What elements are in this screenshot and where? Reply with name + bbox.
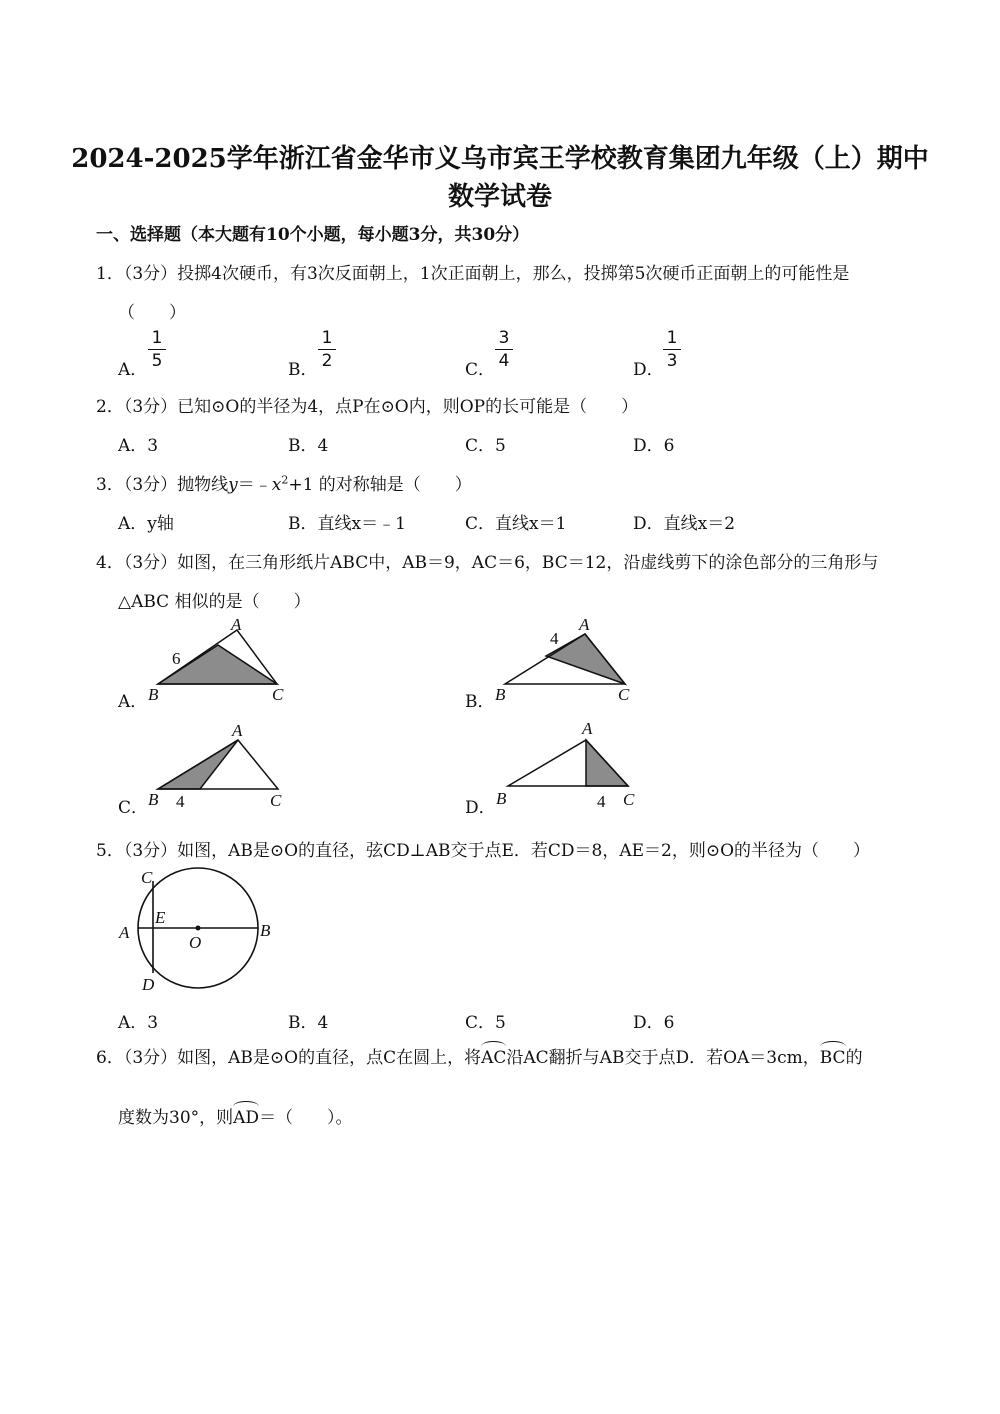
point-c: C [270, 791, 282, 810]
question-5-option-b: B．4 [288, 1013, 329, 1033]
length-mark: 4 [176, 792, 185, 811]
label-o: O [189, 933, 202, 952]
question-6-line2-prefix: 度数为30°，则 [118, 1108, 234, 1128]
point-b: B [148, 790, 159, 809]
question-6-suffix: 的 [845, 1048, 863, 1068]
denominator: 4 [498, 351, 510, 371]
question-1-text: 1．（3分）投掷4次硬币，有3次反面朝上，1次正面朝上，那么，投掷第5次硬币正面朝上的可能性是 [96, 264, 850, 284]
denominator: 5 [151, 351, 163, 371]
option-b-label: B． [288, 360, 318, 380]
question-3-option-c: C．直线x＝1 [465, 514, 567, 534]
formula-exponent: 2 [281, 473, 289, 487]
option-a-fraction [148, 328, 166, 371]
section-heading: 一、选择题（本大题有10个小题，每小题3分，共30分） [96, 225, 530, 245]
formula-y: y [228, 475, 238, 495]
page-subtitle: 数学试卷 [447, 182, 552, 212]
arc-ac: AC [481, 1048, 507, 1068]
question-6-middle: 沿AC翻折与AB交于点D．若OA＝3cm， [506, 1048, 820, 1068]
length-mark: 4 [597, 792, 606, 811]
question-5-figure [110, 860, 280, 995]
denominator: 3 [666, 351, 678, 371]
question-2-option-c: C．5 [465, 436, 506, 456]
question-3-option-d: D．直线x＝2 [633, 514, 736, 534]
question-6-text [96, 1043, 863, 1068]
question-2-option-b: B．4 [288, 436, 329, 456]
center-dot [196, 926, 201, 931]
question-4-option-c-label: C． [118, 798, 149, 818]
arc-ad: AD [233, 1108, 260, 1128]
question-3-option-b: B．直线x＝﹣1 [288, 514, 406, 534]
option-c-fraction [495, 328, 513, 371]
label-e: E [155, 908, 166, 927]
question-4-option-a-label: A． [118, 692, 148, 712]
question-3-prefix: 3．（3分）抛物线 [96, 475, 229, 495]
label-d: D [142, 975, 155, 994]
point-c: C [623, 790, 635, 809]
question-4-figure-d [490, 718, 650, 813]
question-4-option-b-label: B． [465, 692, 495, 712]
point-c: C [618, 685, 630, 704]
question-5-option-c: C．5 [465, 1013, 506, 1033]
question-4-figure-a [140, 612, 300, 707]
question-3-option-a: A．y轴 [118, 514, 174, 534]
question-2-option-d: D．6 [633, 436, 675, 456]
question-4-option-d-label: D． [465, 798, 496, 818]
label-a: A [119, 923, 130, 942]
point-a: A [579, 615, 590, 634]
formula-mid: ＝﹣ [237, 475, 272, 495]
question-4-text: 4．（3分）如图，在三角形纸片ABC中，AB＝9，AC＝6，BC＝12，沿虚线剪下的涂色部分的三角形与 [96, 553, 879, 573]
question-5-option-a: A．3 [118, 1013, 159, 1033]
point-b: B [148, 685, 159, 704]
formula-x: x [271, 475, 282, 495]
option-d-fraction [663, 328, 681, 371]
point-a: A [582, 719, 593, 738]
question-6-prefix: 6．（3分）如图，AB是⊙O的直径，点C在圆上，将 [96, 1048, 482, 1068]
label-c: C [141, 868, 153, 887]
label-b: B [260, 921, 271, 940]
numerator: 1 [321, 328, 333, 348]
numerator: 1 [666, 328, 678, 348]
question-3-text [96, 470, 472, 495]
option-a-label: A． [118, 360, 148, 380]
option-c-label: C． [465, 360, 496, 380]
question-4-text-line2: △ABC 相似的是（ ） [118, 592, 311, 612]
question-2-text: 2．（3分）已知⊙O的半径为4，点P在⊙O内，则OP的长可能是（ ） [96, 397, 639, 417]
point-a: A [232, 721, 243, 740]
numerator: 3 [498, 328, 510, 348]
point-a: A [231, 615, 242, 634]
arc-bc: BC [819, 1048, 846, 1068]
point-b: B [496, 789, 507, 808]
length-mark: 6 [172, 649, 181, 668]
point-c: C [272, 685, 284, 704]
question-4-figure-b [490, 612, 650, 707]
question-3-suffix: +1 的对称轴是（ ） [288, 475, 472, 495]
page-title: 2024-2025学年浙江省金华市义乌市宾王学校教育集团九年级（上）期中 [71, 144, 929, 174]
question-1-paren: （ ） [118, 303, 186, 323]
question-5-text: 5．（3分）如图，AB是⊙O的直径，弦CD⊥AB交于点E．若CD＝8，AE＝2，则⊙O的半径为（ ） [96, 841, 871, 861]
option-b-fraction [318, 328, 336, 371]
point-b: B [495, 685, 506, 704]
numerator: 1 [151, 328, 163, 348]
question-2-option-a: A．3 [118, 436, 159, 456]
question-6-line2-suffix: ＝（ ）。 [259, 1108, 353, 1128]
length-mark: 4 [550, 629, 559, 648]
option-d-label: D． [633, 360, 664, 380]
question-4-figure-c [140, 718, 300, 813]
denominator: 2 [321, 351, 333, 371]
question-5-option-d: D．6 [633, 1013, 675, 1033]
question-6-text-line2 [118, 1103, 353, 1128]
